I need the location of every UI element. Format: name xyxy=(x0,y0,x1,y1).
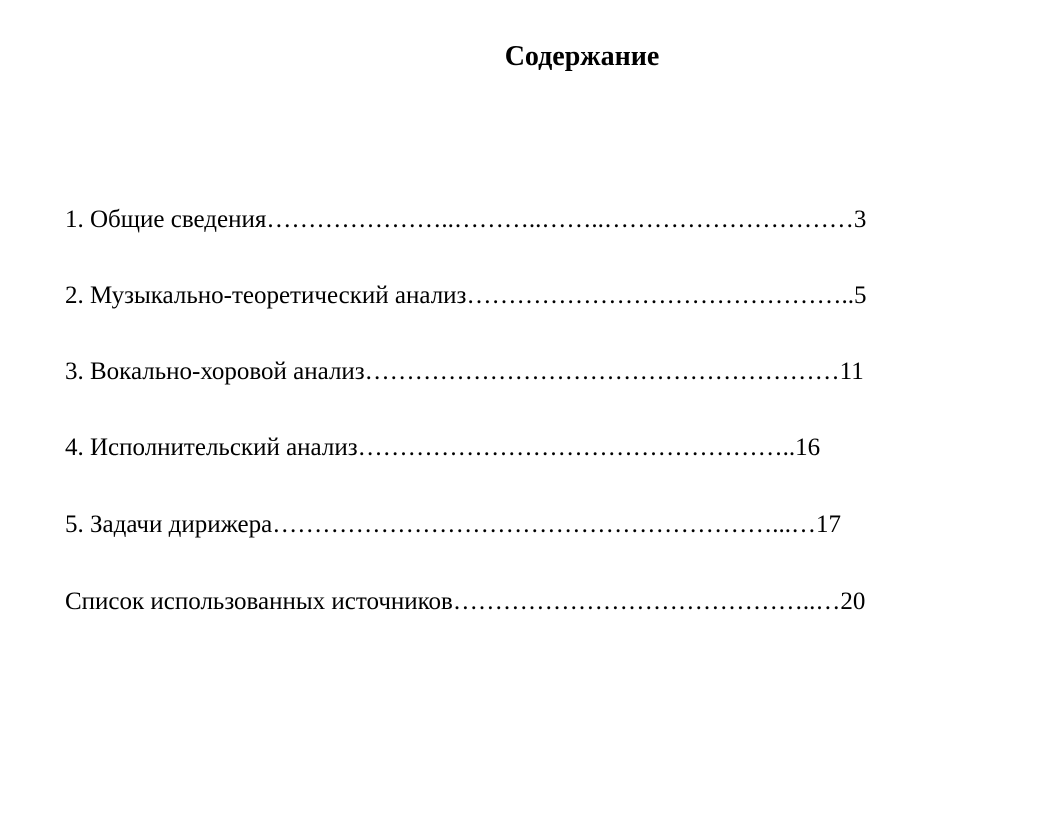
toc-entry-leader: …………………………………………….. xyxy=(357,434,796,461)
toc-entry-leader: ………………………………………………… xyxy=(364,358,840,385)
toc-entry-page: 20 xyxy=(840,588,866,615)
toc-entry-sources xyxy=(65,587,865,617)
toc-entry-leader: …………………..………..……..………………………… xyxy=(266,206,854,233)
page-title: Содержание xyxy=(504,41,660,72)
toc-entry-page: 16 xyxy=(795,434,821,461)
toc-entry-label: 3. Вокально-хоровой анализ xyxy=(65,358,365,385)
toc-entry-leader: ……………………………………………………...… xyxy=(272,511,817,538)
toc-entry-leader: ……………………………………….. xyxy=(466,282,854,309)
toc-entry-page: 3 xyxy=(853,206,867,233)
toc-entry-music-theory xyxy=(65,281,866,311)
toc-entry-general-info xyxy=(65,205,866,235)
toc-entry-performance xyxy=(65,433,820,463)
toc-entry-vocal-choral xyxy=(65,357,864,387)
toc-entry-page: 11 xyxy=(839,358,864,385)
toc-entry-conductor-tasks xyxy=(65,510,841,540)
toc-entry-leader: ……………………………………..… xyxy=(452,588,841,615)
toc-entry-label: 5. Задачи дирижера xyxy=(65,511,273,538)
toc-entry-label: 1. Общие сведения xyxy=(65,206,267,233)
toc-entry-label: Список использованных источников xyxy=(65,588,453,615)
toc-entry-label: 4. Исполнительский анализ xyxy=(65,434,358,461)
toc-entry-label: 2. Музыкально-теоретический анализ xyxy=(65,282,467,309)
toc-entry-page: 17 xyxy=(816,511,842,538)
toc-entry-page: 5 xyxy=(853,282,867,309)
